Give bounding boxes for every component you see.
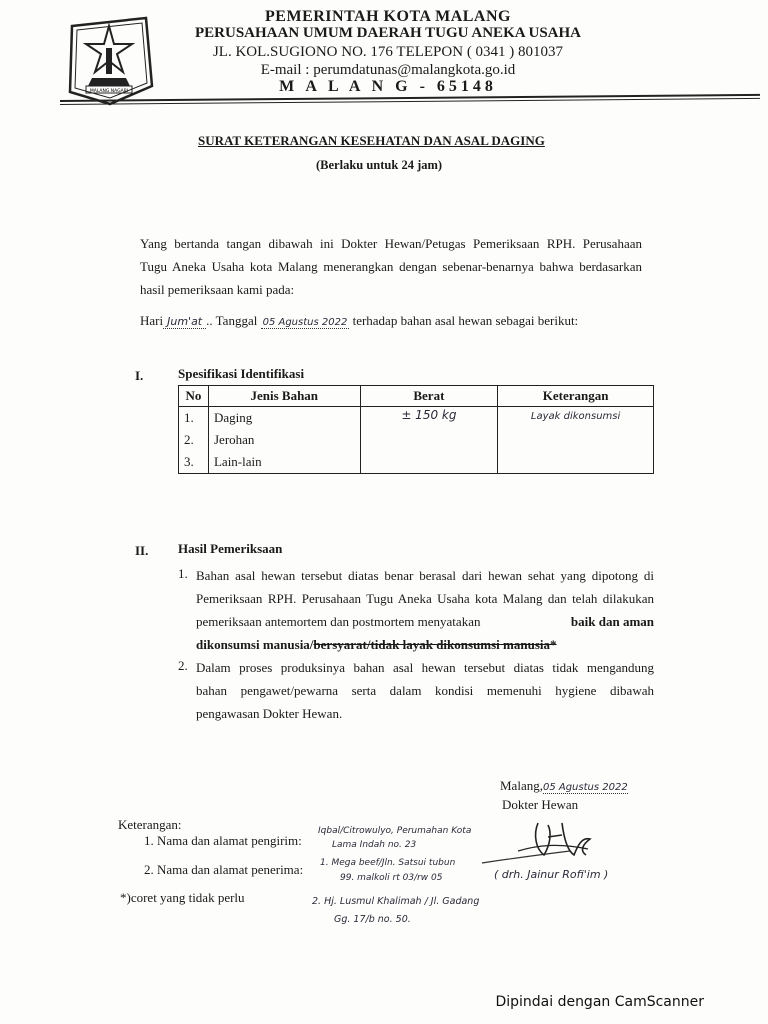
result-item-1-line-2: Pemeriksaan RPH. Perusahaan Tugu Aneka Usaha kota Malang dan telah dilakukan [196, 591, 654, 606]
section-1-number: I. [135, 368, 144, 383]
keterangan-cell [498, 407, 654, 474]
signature-scribble [478, 815, 628, 875]
header-keterangan: Keterangan [498, 386, 654, 407]
notes-footnote: *)coret yang tidak perlu [120, 890, 245, 905]
letterhead-city: M A L A N G - 65148 [279, 78, 497, 95]
signature-role: Dokter Hewan [502, 797, 579, 812]
result-item-1 [196, 564, 654, 656]
intro-line-2: Tugu Aneka Usaha kota Malang menerangkan dengan sebenar-benarnya bahwa berdasarkan [140, 259, 642, 274]
result-item-2-line-1: Dalam proses produksinya bahan asal hewan tersebut diatas tidak mengandung [196, 660, 654, 675]
document-title: SURAT KETERANGAN KESEHATAN DAN ASAL DAGING [198, 133, 545, 148]
row-2-jenis: Jerohan [208, 429, 360, 451]
letterhead-address: JL. KOL.SUGIONO NO. 176 TELEPON ( 0341 ) 801037 [212, 44, 564, 60]
result-item-1-number: 1. [178, 566, 188, 581]
row-3-no: 3. [179, 451, 209, 474]
result-item-2-number: 2. [178, 658, 188, 673]
city-emblem-logo [62, 12, 156, 108]
letterhead-line-2: PERUSAHAAN UMUM DAERAH TUGU ANEKA USAHA [195, 25, 581, 41]
notes-receiver-label: 2. Nama dan alamat penerima: [144, 862, 304, 877]
result-item-1-line-4-struck: bersyarat/tidak layak dikonsumsi manusia* [313, 637, 557, 652]
row-1-no: 1. [179, 407, 209, 430]
signature-date-handwritten: 05 Agustus 2022 [542, 782, 628, 793]
intro-line-1: Yang bertanda tangan dibawah ini Dokter Hewan/Petugas Pemeriksaan RPH. Perusahaan [140, 236, 642, 251]
result-item-1-line-1: Bahan asal hewan tersebut diatas benar berasal dari hewan sehat yang dipotong di [196, 568, 654, 583]
receiver-handwritten-line-3: 2. Hj. Lusmul Khalimah / Jl. Gadang [312, 896, 480, 907]
camscanner-watermark: Dipindai dengan CamScanner [495, 994, 704, 1010]
hari-handwritten: Jum'at [167, 315, 203, 328]
sender-handwritten-line-2: Lama Indah no. 23 [332, 840, 417, 850]
berat-handwritten: ± 150 kg [401, 408, 457, 422]
result-item-1-line-4 [196, 633, 654, 656]
specification-table [178, 385, 654, 474]
letterhead-email: E-mail : perumdatunas@malangkota.go.id [260, 62, 516, 78]
document-subtitle: (Berlaku untuk 24 jam) [316, 158, 443, 172]
receiver-handwritten-line-4: Gg. 17/b no. 50. [334, 914, 411, 925]
row-2-no: 2. [179, 429, 209, 451]
receiver-handwritten-line-2: 99. malkoli rt 03/rw 05 [340, 873, 443, 883]
sender-handwritten-line-1: Iqbal/Citrowulyo, Perumahan Kota [318, 826, 472, 836]
result-item-2-line-2: bahan pengawet/pewarna serta dalam kondisi memenuhi hygiene dibawah [196, 683, 654, 698]
header-no: No [179, 386, 209, 407]
intro-tail: terhadap bahan asal hewan sebagai berikut: [352, 313, 579, 328]
intro-line-3: hasil pemeriksaan kami pada: [140, 282, 295, 297]
result-item-2 [196, 656, 654, 725]
result-item-1-line-3 [196, 610, 654, 633]
logo-text: MALANG NAGARI [89, 89, 129, 94]
result-item-2-line-3: pengawasan Dokter Hewan. [196, 706, 343, 721]
header-jenis-bahan: Jenis Bahan [208, 386, 360, 407]
signature-place: Malang, [500, 778, 543, 793]
notes-sender-label: 1. Nama dan alamat pengirim: [144, 833, 302, 848]
intro-date-line: Hari Jum'at .. Tanggal 05 Agustus 2022 terhadap bahan asal hewan sebagai berikut: [140, 313, 579, 328]
tanggal-handwritten: 05 Agustus 2022 [262, 317, 348, 328]
section-1-title: Spesifikasi Identifikasi [178, 366, 305, 381]
signature-name-handwritten: ( drh. Jainur Rofi'im ) [494, 868, 609, 881]
tanggal-label: Tanggal [215, 313, 258, 328]
keterangan-handwritten: Layak dikonsumsi [530, 411, 621, 422]
header-berat: Berat [360, 386, 498, 407]
receiver-handwritten-line-1: 1. Mega beef/Jln. Satsui tubun [320, 858, 456, 868]
result-item-1-line-3-plain: pemeriksaan antemortem dan postmortem menyatakan [196, 614, 481, 629]
section-2-title: Hasil Pemeriksaan [178, 541, 283, 556]
result-item-1-line-4-bold: dikonsumsi manusia/ [196, 637, 314, 652]
signature-place-date [500, 778, 628, 794]
section-2-number: II. [135, 543, 149, 558]
row-3-jenis: Lain-lain [208, 451, 360, 474]
table-row [179, 407, 654, 430]
hari-label: Hari [140, 313, 164, 328]
notes-label: Keterangan: [118, 817, 182, 832]
berat-cell [360, 407, 498, 474]
result-item-1-line-3-bold: baik dan aman [570, 614, 654, 629]
letterhead-line-1: PEMERINTAH KOTA MALANG [265, 8, 511, 25]
table-header-row [179, 386, 654, 407]
row-1-jenis: Daging [208, 407, 360, 430]
